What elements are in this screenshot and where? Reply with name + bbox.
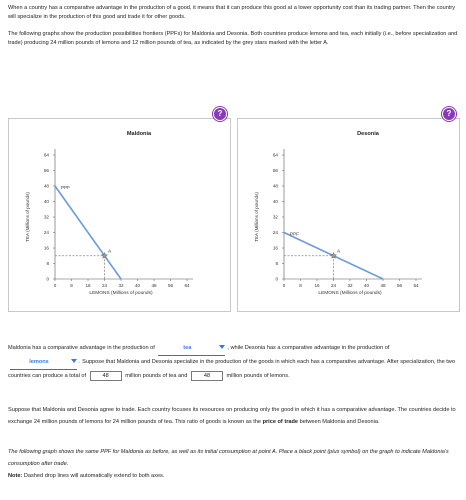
question-text: million pounds of tea and [125,373,188,379]
x-axis-label: LEMONS (Millions of pounds) [318,291,382,296]
ppf-label: PPF [61,185,70,190]
y-tick-label: 40 [272,199,278,205]
y-tick-label: 0 [275,276,278,282]
x-tick-label: 48 [380,283,386,288]
point-a-label: A [108,249,112,255]
intro-paragraph-2: The following graphs show the production possibilities frontiers (PPFs) for Maldonia and Desonia. Both countries produce lemons and tea, each initially (i.e., before specialization and trade) producing 24 million pounds of lemons and 12 million pounds of tea, as indicated by the grey stars marked with the letter A. [8,31,458,46]
x-tick-label: 16 [85,283,91,288]
total-tea-input[interactable]: 48 [90,371,122,381]
y-tick-label: 40 [43,199,49,205]
dropdown-value: lemons [29,359,49,365]
x-tick-label: 24 [101,283,108,288]
question-text: million pounds of lemons. [226,373,290,379]
y-axis-label: TEA (Millions of pounds) [25,192,30,242]
trade-text: Suppose that Maldonia and Desonia agree to trade. Each country focuses its resources on producing only the good in which it has a comparative advantage. The countries decide to exchange 24 million pounds of lemons for 24 million pounds of tea. This ratio of goods is known as the [8,407,456,425]
maldonia-advantage-dropdown[interactable] [158,342,225,356]
x-tick-label: 48 [151,283,157,288]
charts-area [8,109,458,310]
y-tick-label: 64 [43,152,49,158]
x-tick-label: 8 [70,283,73,288]
x-tick-label: 16 [314,283,320,288]
y-tick-label: 48 [43,183,49,189]
x-axis-label: LEMONS (Millions of pounds) [89,291,153,296]
x-tick-label: 32 [118,283,124,288]
chart-title: Desonia [357,131,379,137]
help-icon[interactable]: ? [442,107,456,121]
x-tick-label: 56 [396,283,403,288]
dropdown-arrow-icon [219,345,225,349]
question-text: . Suppose that Maldonia and Desonia specialize in the production of the goods in which each has a comparative advantage. After specialization, the two countries can produce a total of [8,359,455,379]
y-tick-label: 0 [46,276,49,282]
x-tick-label: 40 [134,283,141,288]
y-tick-label: 32 [272,214,278,220]
comparative-advantage-question [8,342,458,383]
desonia-advantage-dropdown[interactable] [10,356,77,370]
maldonia-chart[interactable] [9,119,230,311]
ppf-line [55,186,121,279]
note-text: Dashed drop lines will automatically extend to both axes. [23,473,165,479]
help-icon[interactable]: ? [213,107,227,121]
y-tick-label: 56 [272,168,278,174]
y-tick-label: 8 [275,261,278,267]
y-tick-label: 48 [272,183,278,189]
y-tick-label: 24 [43,230,49,236]
y-tick-label: 8 [46,261,49,267]
chart-title: Maldonia [126,131,152,137]
y-tick-label: 56 [43,168,49,174]
x-tick-label: 56 [167,283,174,288]
point-a-label: A [337,249,341,255]
x-tick-label: 32 [347,283,353,288]
y-tick-label: 24 [272,230,278,236]
price-of-trade-term: price of trade [262,419,299,425]
x-tick-label: 8 [299,283,302,288]
x-tick-label: 24 [330,283,337,288]
question-text: Maldonia has a comparative advantage in the production of [8,345,155,351]
x-tick-label: 64 [184,283,190,288]
intro-paragraph-1: When a country has a comparative advantage in the production of a good, it means that it can produce this good at a lower opportunity cost than its trading partner. Then the country will specialize in the production of this good and trade it for other goods. [8,5,456,20]
ppf-label: PPF [290,231,299,237]
y-tick-label: 16 [43,245,49,251]
desonia-chart[interactable] [238,119,459,311]
maldonia-graph-panel[interactable] [8,109,231,312]
y-tick-label: 32 [43,214,49,220]
y-axis-label: TEA (Millions of pounds) [254,192,259,242]
question-text: , while Desonia has a comparative advantage in the [227,345,356,351]
trade-paragraph [8,404,458,428]
trade-text: between Maldonia and Desonia. [299,419,380,425]
x-tick-label: 64 [413,283,419,288]
x-tick-label: 40 [363,283,370,288]
dropdown-value: tea [183,345,192,351]
dropdown-arrow-icon [71,359,77,363]
y-tick-label: 64 [272,152,278,158]
x-tick-label: 0 [53,283,57,288]
instruction-text: The following graph shows the same PPF for Maldonia as before, as well as its initial consumption at point A. Place a black point (plus symbol) on the graph to indicate Maldonia's consumption after trade. [8,449,449,467]
note [8,472,164,481]
x-tick-label: 0 [282,283,286,288]
note-label: Note: [8,473,23,479]
desonia-graph-panel[interactable] [237,109,460,312]
question-text: production of [357,345,390,351]
total-lemons-input[interactable]: 48 [191,371,223,381]
y-tick-label: 16 [272,245,278,251]
